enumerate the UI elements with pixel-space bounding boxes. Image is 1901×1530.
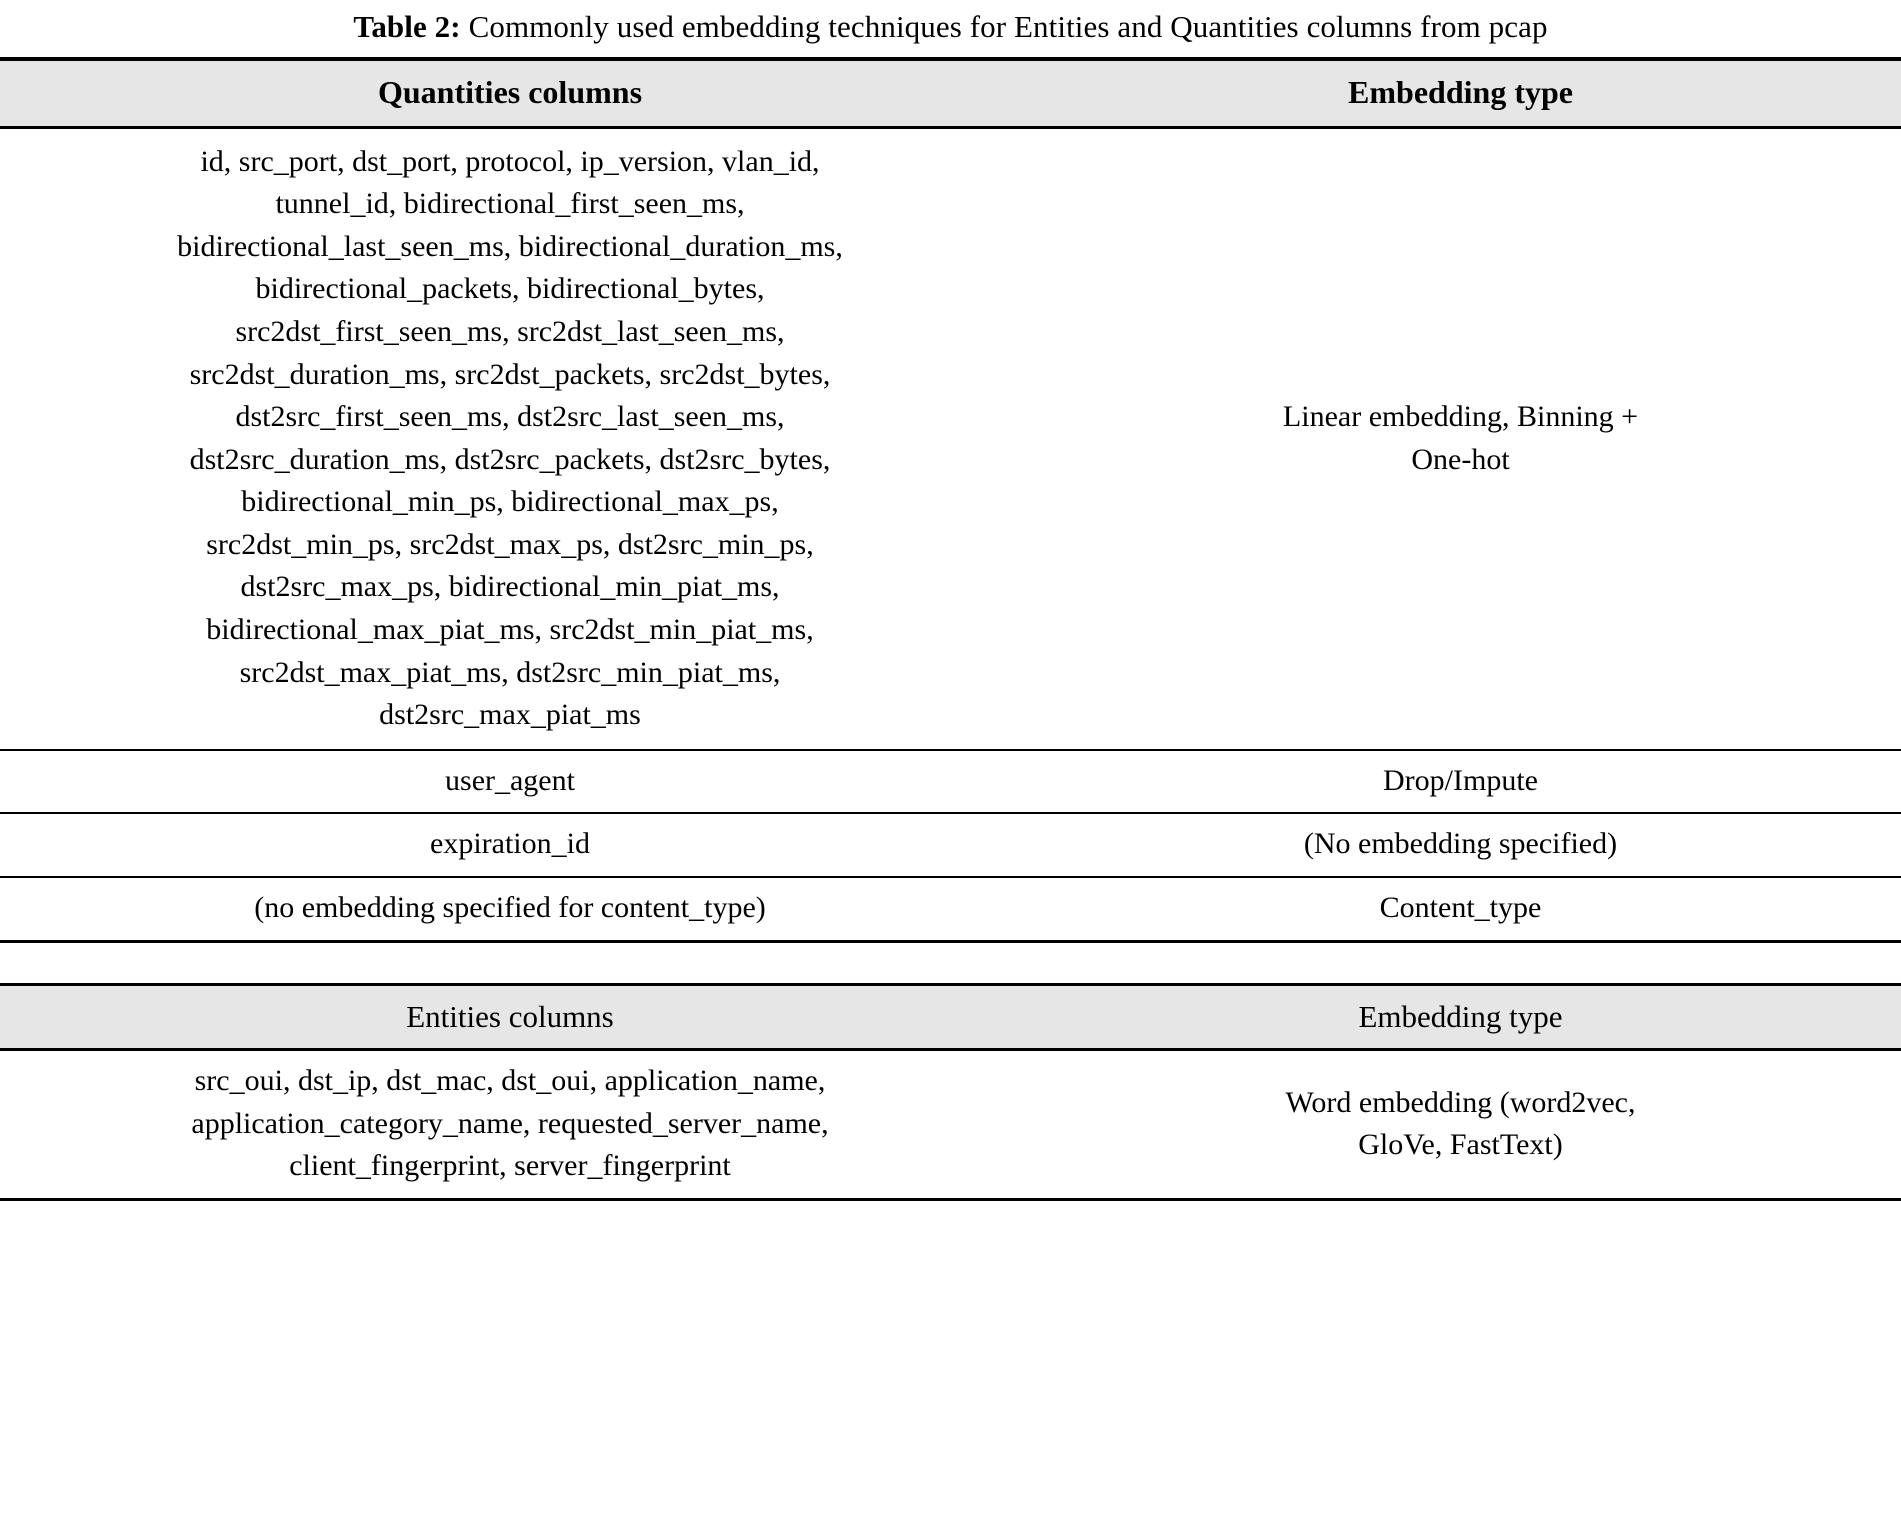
text-line: bidirectional_packets, bidirectional_bytes,	[255, 272, 765, 306]
quantities-columns-header: Quantities columns	[0, 61, 1020, 127]
text-line: dst2src_max_piat_ms	[379, 698, 641, 732]
table-row	[0, 1051, 1901, 1199]
quantities-columns-cell	[0, 129, 1020, 750]
table-caption	[0, 0, 1901, 57]
user-agent-embedding-cell: Drop/Impute	[1383, 763, 1538, 797]
text-line: src2dst_duration_ms, src2dst_packets, src2dst_bytes,	[189, 357, 831, 391]
text-line: Linear embedding, Binning +	[1282, 400, 1639, 434]
text-line: application_category_name, requested_server_name,	[191, 1106, 829, 1140]
entities-columns-header: Entities columns	[0, 986, 1020, 1050]
entities-embedding-lines	[1034, 1082, 1887, 1167]
text-line: dst2src_duration_ms, dst2src_packets, dst2src_bytes,	[189, 442, 831, 476]
expiration-id-embedding-cell: (No embedding specified)	[1303, 827, 1618, 861]
quantities-embedding-header: Embedding type	[1020, 61, 1901, 127]
caption-text: Commonly used embedding techniques for Entities and Quantities columns from pcap	[468, 9, 1548, 44]
text-line: One-hot	[1411, 442, 1510, 476]
text-line: tunnel_id, bidirectional_first_seen_ms,	[275, 187, 745, 221]
quantities-embedding-lines	[1034, 396, 1887, 481]
quantities-embedding-cell	[1020, 129, 1901, 750]
text-line: dst2src_max_ps, bidirectional_min_piat_ms,	[240, 570, 780, 604]
entities-embedding-header: Embedding type	[1020, 986, 1901, 1050]
content-type-column-cell: (no embedding specified for content_type)	[254, 891, 766, 925]
caption-label: Table 2:	[353, 9, 461, 44]
entities-columns-cell	[0, 1051, 1020, 1199]
text-line: id, src_port, dst_port, protocol, ip_version, vlan_id,	[200, 144, 820, 178]
text-line: bidirectional_max_piat_ms, src2dst_min_piat_ms,	[206, 613, 814, 647]
entities-header-row	[0, 986, 1901, 1050]
text-line: GloVe, FastText)	[1358, 1128, 1563, 1162]
text-line: Word embedding (word2vec,	[1285, 1085, 1636, 1119]
text-line: dst2src_first_seen_ms, dst2src_last_seen_ms,	[235, 400, 785, 434]
table-row	[0, 751, 1901, 814]
quantities-header-row	[0, 61, 1901, 127]
table-row	[0, 878, 1901, 941]
text-line: bidirectional_last_seen_ms, bidirectional_duration_ms,	[177, 229, 843, 263]
table-row	[0, 129, 1901, 750]
user-agent-column-cell: user_agent	[445, 763, 575, 797]
quantities-columns-lines	[14, 141, 1006, 737]
expiration-id-column-cell: expiration_id	[430, 827, 590, 861]
text-line: src2dst_max_piat_ms, dst2src_min_piat_ms,	[239, 655, 781, 689]
entities-columns-lines	[14, 1060, 1006, 1188]
content-type-embedding-cell: Content_type	[1379, 891, 1542, 925]
entities-bottom-rule	[0, 1200, 1901, 1202]
text-line: client_fingerprint, server_fingerprint	[289, 1149, 731, 1183]
text-line: src_oui, dst_ip, dst_mac, dst_oui, application_name,	[194, 1064, 826, 1098]
embedding-techniques-table	[0, 57, 1901, 1201]
section-gap	[0, 943, 1901, 985]
entities-embedding-cell	[1020, 1051, 1901, 1199]
table-row	[0, 814, 1901, 877]
text-line: src2dst_first_seen_ms, src2dst_last_seen_ms,	[235, 314, 785, 348]
text-line: src2dst_min_ps, src2dst_max_ps, dst2src_min_ps,	[206, 527, 814, 561]
text-line: bidirectional_min_ps, bidirectional_max_ps,	[241, 485, 779, 519]
